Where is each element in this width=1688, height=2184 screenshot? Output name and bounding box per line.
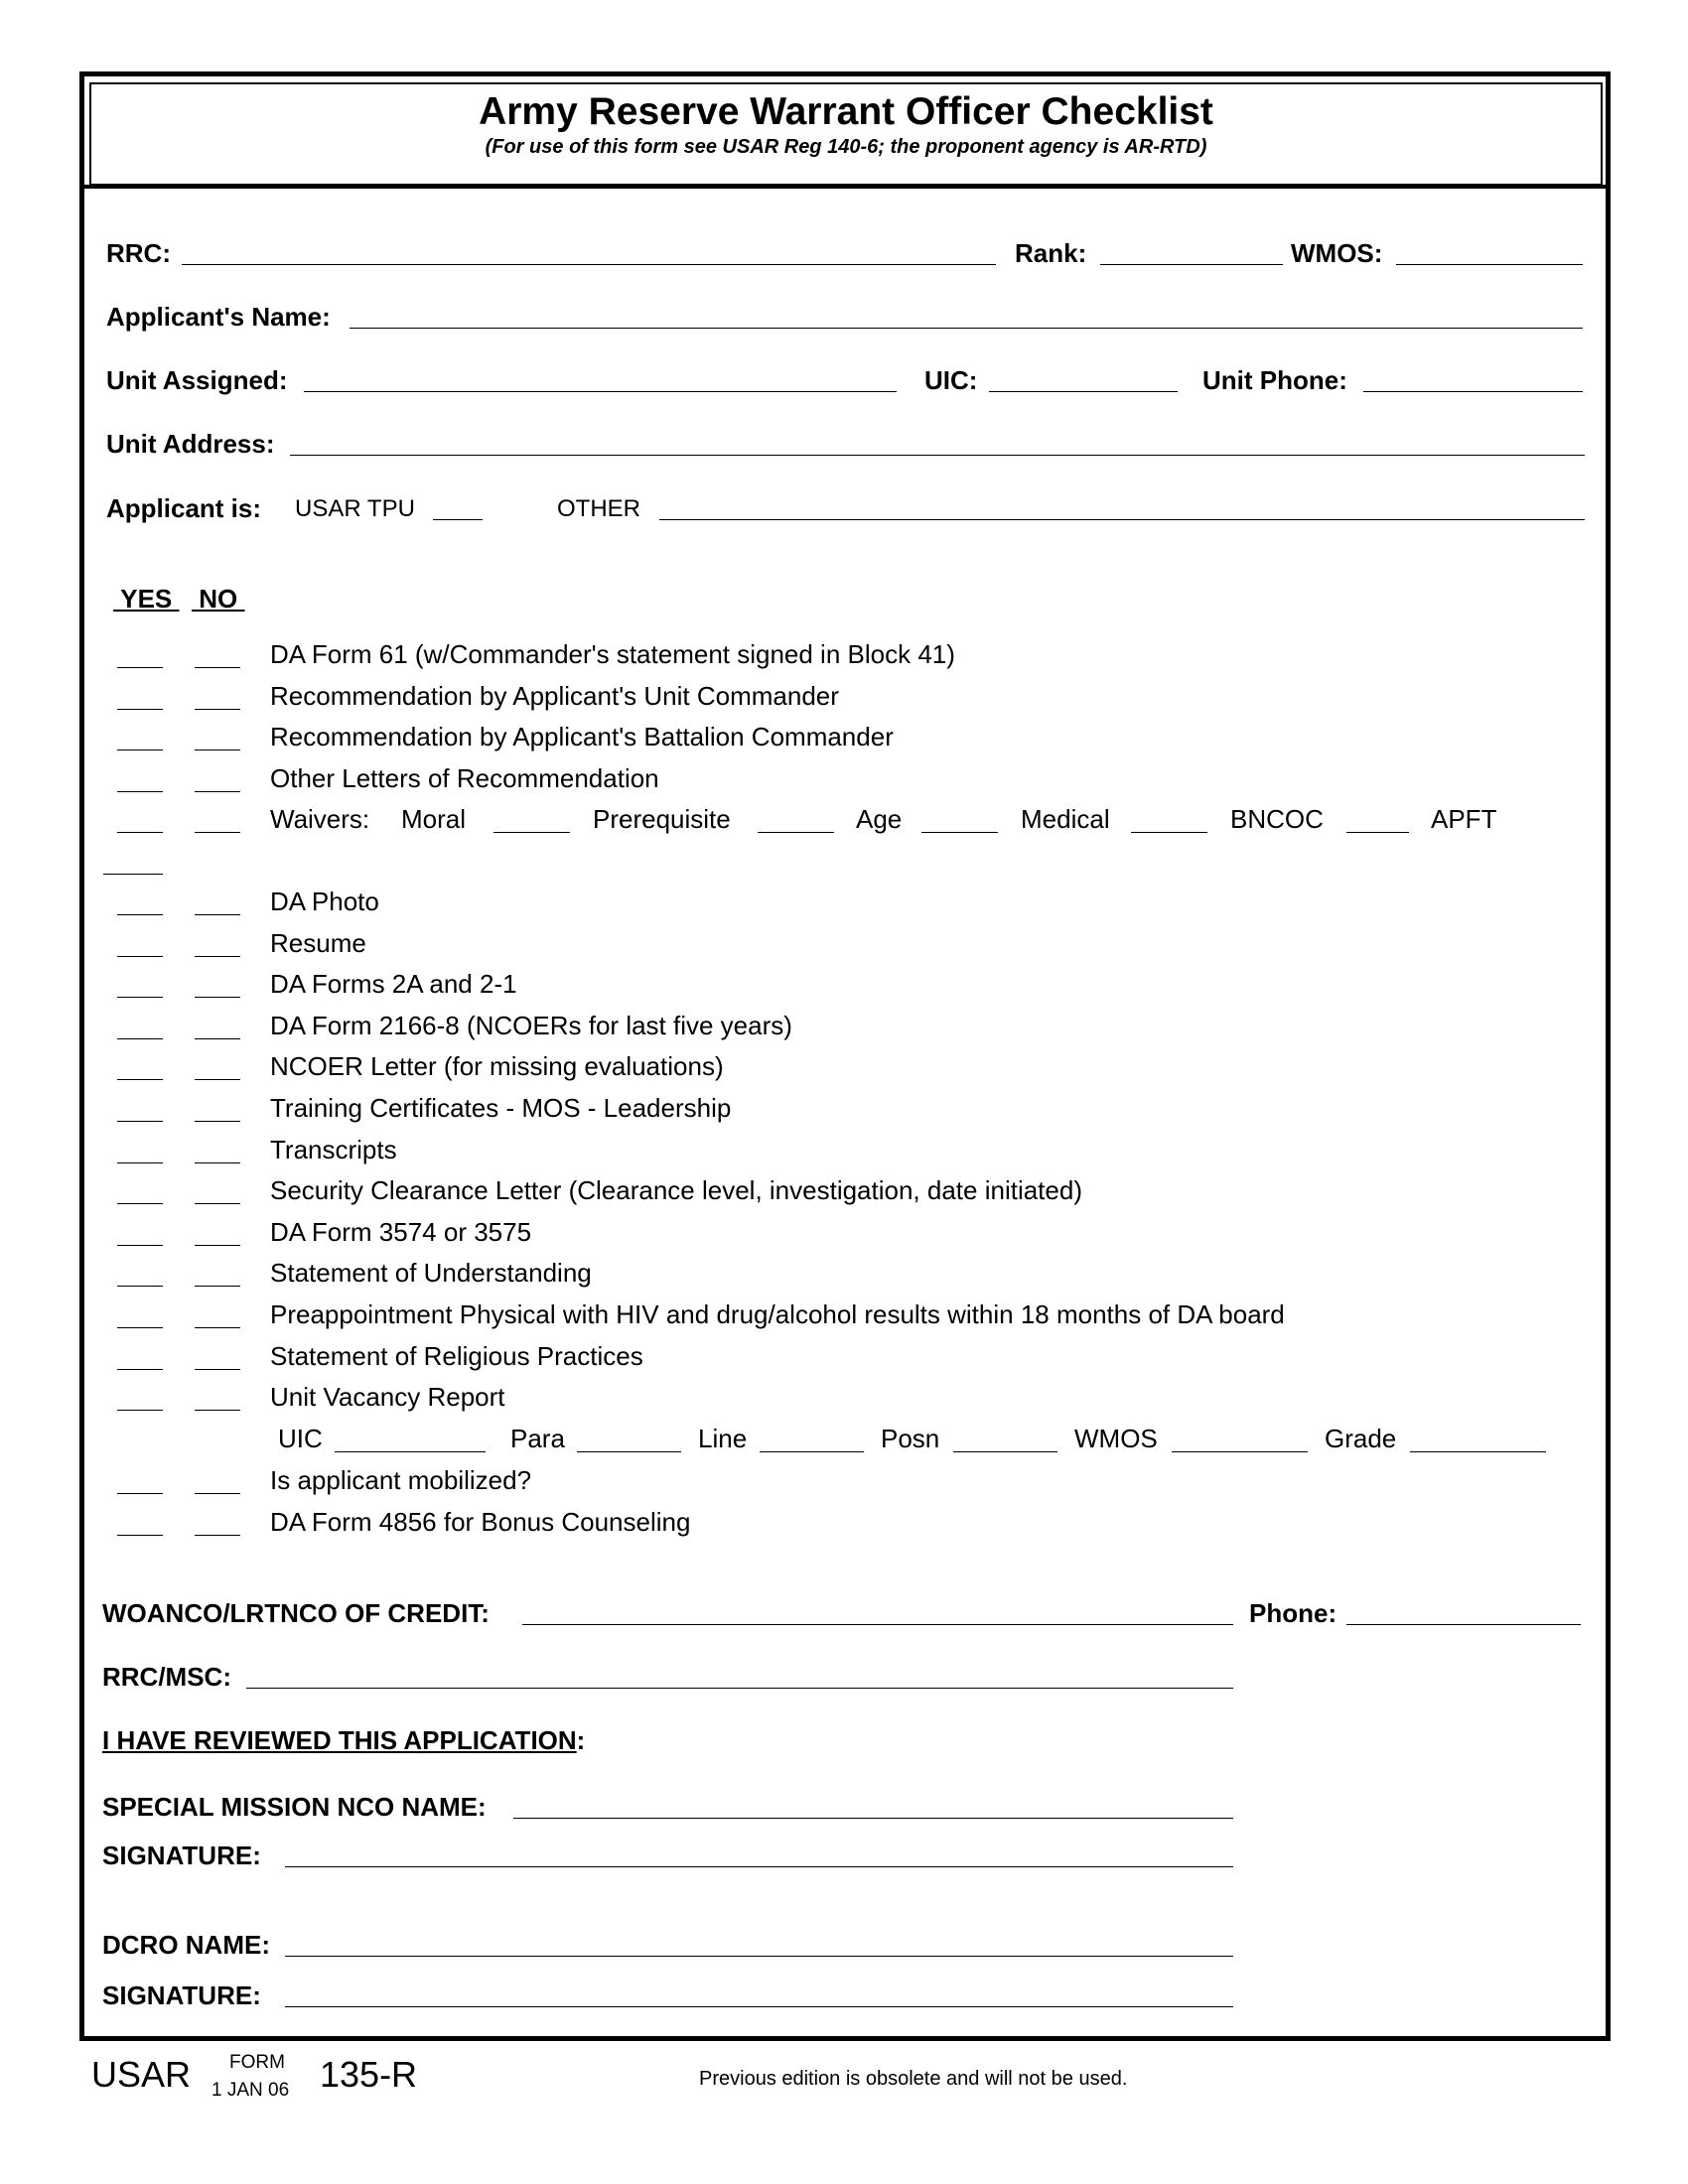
wmos-field[interactable] xyxy=(1396,264,1583,265)
no-blank[interactable] xyxy=(195,1121,240,1122)
vacancy-wmos-label: WMOS xyxy=(1074,1424,1158,1453)
woanco-label: WOANCO/LRTNCO OF CREDIT: xyxy=(102,1598,490,1628)
unit-address-field[interactable] xyxy=(290,455,1585,456)
vacancy-uic-field[interactable] xyxy=(335,1451,486,1452)
waiver-bncoc-field[interactable] xyxy=(1346,832,1409,833)
form-title: Army Reserve Warrant Officer Checklist xyxy=(479,90,1213,133)
rrc-msc-label: RRC/MSC: xyxy=(102,1662,231,1692)
yes-blank[interactable] xyxy=(117,1245,163,1246)
yes-blank[interactable] xyxy=(117,667,163,668)
waiver-moral-label: Moral xyxy=(401,804,467,834)
applicant-name-label: Applicant's Name: xyxy=(106,302,331,332)
other-field[interactable] xyxy=(659,519,1585,520)
checklist-item-text: DA Form 61 (w/Commander's statement signed in Block 41) xyxy=(270,639,955,669)
signature-1-field[interactable] xyxy=(285,1866,1233,1867)
yes-blank[interactable] xyxy=(117,1493,163,1494)
no-blank[interactable] xyxy=(195,1286,240,1287)
checklist-item-text: Transcripts xyxy=(270,1134,397,1164)
reviewed-statement xyxy=(102,1725,585,1756)
wmos-label: WMOS: xyxy=(1291,238,1383,268)
vacancy-wmos-field[interactable] xyxy=(1172,1451,1308,1452)
rrc-label: RRC: xyxy=(106,238,171,268)
applicant-is-label: Applicant is: xyxy=(106,493,262,523)
no-blank[interactable] xyxy=(195,956,240,957)
title-separator xyxy=(79,185,1611,189)
vacancy-para-field[interactable] xyxy=(577,1451,681,1452)
no-blank[interactable] xyxy=(195,1162,240,1163)
usar-tpu-field[interactable] xyxy=(433,519,483,520)
woanco-field[interactable] xyxy=(522,1624,1233,1625)
waivers-no-blank[interactable] xyxy=(195,832,240,833)
applicant-name-field[interactable] xyxy=(350,328,1583,329)
signature-2-label: SIGNATURE: xyxy=(102,1980,261,2010)
form-subtitle: (For use of this form see USAR Reg 140-6; the proponent agency is AR-RTD) xyxy=(485,136,1207,158)
no-blank[interactable] xyxy=(195,667,240,668)
checklist-item-text: DA Forms 2A and 2-1 xyxy=(270,969,517,1000)
reviewed-colon: : xyxy=(576,1725,586,1755)
no-blank[interactable] xyxy=(195,1079,240,1080)
vacancy-line-label: Line xyxy=(698,1424,748,1453)
yes-blank[interactable] xyxy=(117,1079,163,1080)
waiver-medical-label: Medical xyxy=(1021,804,1110,834)
yes-blank[interactable] xyxy=(117,997,163,998)
checklist-item-text: DA Form 4856 for Bonus Counseling xyxy=(270,1506,691,1537)
signature-2-field[interactable] xyxy=(285,2006,1233,2007)
waiver-prerequisite-label: Prerequisite xyxy=(593,804,731,834)
yes-blank[interactable] xyxy=(117,1369,163,1370)
vacancy-uic-label: UIC xyxy=(278,1424,323,1453)
reviewed-text: I HAVE REVIEWED THIS APPLICATION xyxy=(102,1725,577,1755)
waiver-age-field[interactable] xyxy=(921,832,998,833)
signature-1-label: SIGNATURE: xyxy=(102,1841,261,1870)
checklist-item-text: DA Photo xyxy=(270,887,379,916)
checklist-item-text: Statement of Understanding xyxy=(270,1258,592,1289)
vacancy-grade-label: Grade xyxy=(1325,1424,1397,1453)
uic-field[interactable] xyxy=(989,391,1178,392)
no-column-header xyxy=(192,584,244,614)
no-blank[interactable] xyxy=(195,791,240,792)
phone-field[interactable] xyxy=(1346,1624,1581,1625)
yes-blank[interactable] xyxy=(117,1203,163,1204)
yes-blank[interactable] xyxy=(117,1121,163,1122)
nco-name-field[interactable] xyxy=(513,1818,1233,1819)
waivers-yes-blank[interactable] xyxy=(117,832,163,833)
no-blank[interactable] xyxy=(195,997,240,998)
footer-form-number: 135-R xyxy=(320,2054,418,2095)
unit-phone-label: Unit Phone: xyxy=(1202,365,1347,395)
dcro-name-field[interactable] xyxy=(285,1956,1233,1957)
checklist-item-text: NCOER Letter (for missing evaluations) xyxy=(270,1051,724,1082)
yes-blank[interactable] xyxy=(117,956,163,957)
uic-label: UIC: xyxy=(924,365,978,395)
yes-header-text: YES xyxy=(120,584,173,614)
yes-blank[interactable] xyxy=(117,1038,163,1039)
footer-date: 1 JAN 06 xyxy=(211,2080,290,2101)
yes-blank[interactable] xyxy=(117,1162,163,1163)
checklist-item-text: Training Certificates - MOS - Leadership xyxy=(270,1093,732,1123)
waiver-age-label: Age xyxy=(856,804,903,834)
no-blank[interactable] xyxy=(195,1369,240,1370)
checklist-item-text: Other Letters of Recommendation xyxy=(270,762,659,793)
waiver-moral-field[interactable] xyxy=(493,832,570,833)
no-blank[interactable] xyxy=(195,1245,240,1246)
yes-blank[interactable] xyxy=(117,1286,163,1287)
yes-column-header xyxy=(113,584,180,614)
usar-tpu-label: USAR TPU xyxy=(295,495,415,522)
dcro-name-label: DCRO NAME: xyxy=(102,1930,270,1960)
no-blank[interactable] xyxy=(195,1493,240,1494)
checklist-item-text: Resume xyxy=(270,927,366,958)
waiver-bncoc-label: BNCOC xyxy=(1230,804,1324,834)
footer-usar: USAR xyxy=(91,2054,192,2095)
waiver-medical-field[interactable] xyxy=(1131,832,1207,833)
no-blank[interactable] xyxy=(195,914,240,915)
waiver-apft-label: APFT xyxy=(1431,804,1497,834)
vacancy-posn-field[interactable] xyxy=(953,1451,1057,1452)
no-header-text: NO xyxy=(199,584,238,614)
rrc-msc-field[interactable] xyxy=(246,1688,1233,1689)
nco-name-label: SPECIAL MISSION NCO NAME: xyxy=(102,1792,487,1822)
rank-label: Rank: xyxy=(1015,238,1087,268)
no-blank[interactable] xyxy=(195,709,240,710)
rank-field[interactable] xyxy=(1100,264,1283,265)
phone-label: Phone: xyxy=(1249,1598,1337,1628)
checklist-item-text: Statement of Religious Practices xyxy=(270,1340,643,1371)
unit-address-label: Unit Address: xyxy=(106,429,275,459)
waivers-label: Waivers: xyxy=(270,804,370,834)
yes-blank[interactable] xyxy=(117,914,163,915)
other-label: OTHER xyxy=(557,495,640,522)
yes-blank[interactable] xyxy=(117,791,163,792)
checklist-item-text: Unit Vacancy Report xyxy=(270,1382,505,1413)
footer-note: Previous edition is obsolete and will not be used. xyxy=(699,2068,1128,2090)
no-blank[interactable] xyxy=(195,1535,240,1536)
no-blank[interactable] xyxy=(195,1410,240,1411)
no-blank[interactable] xyxy=(195,1038,240,1039)
yes-blank[interactable] xyxy=(117,1410,163,1411)
waiver-prerequisite-field[interactable] xyxy=(758,832,834,833)
unit-assigned-label: Unit Assigned: xyxy=(106,365,288,395)
waiver-apft-field[interactable] xyxy=(103,874,163,875)
checklist-item-text: Is applicant mobilized? xyxy=(270,1465,532,1495)
vacancy-grade-field[interactable] xyxy=(1410,1451,1546,1452)
checklist-item-text: DA Form 2166-8 (NCOERs for last five years) xyxy=(270,1010,792,1040)
yes-blank[interactable] xyxy=(117,750,163,751)
no-blank[interactable] xyxy=(195,750,240,751)
no-blank[interactable] xyxy=(195,1327,240,1328)
checklist-item-text: Recommendation by Applicant's Battalion Commander xyxy=(270,722,894,752)
vacancy-para-label: Para xyxy=(510,1424,565,1453)
checklist-item-text: Recommendation by Applicant's Unit Commander xyxy=(270,680,839,711)
rrc-field[interactable] xyxy=(182,264,996,265)
checklist-item-text: Security Clearance Letter (Clearance level, investigation, date initiated) xyxy=(270,1175,1082,1206)
yes-blank[interactable] xyxy=(117,1535,163,1536)
checklist-item-text: Preappointment Physical with HIV and drug/alcohol results within 18 months of DA board xyxy=(270,1299,1285,1329)
checklist-item-text: DA Form 3574 or 3575 xyxy=(270,1216,532,1247)
no-blank[interactable] xyxy=(195,1203,240,1204)
yes-blank[interactable] xyxy=(117,709,163,710)
yes-blank[interactable] xyxy=(117,1327,163,1328)
unit-assigned-field[interactable] xyxy=(304,391,897,392)
footer-form: FORM xyxy=(229,2052,285,2073)
unit-phone-field[interactable] xyxy=(1363,391,1583,392)
vacancy-line-field[interactable] xyxy=(760,1451,864,1452)
vacancy-posn-label: Posn xyxy=(881,1424,940,1453)
